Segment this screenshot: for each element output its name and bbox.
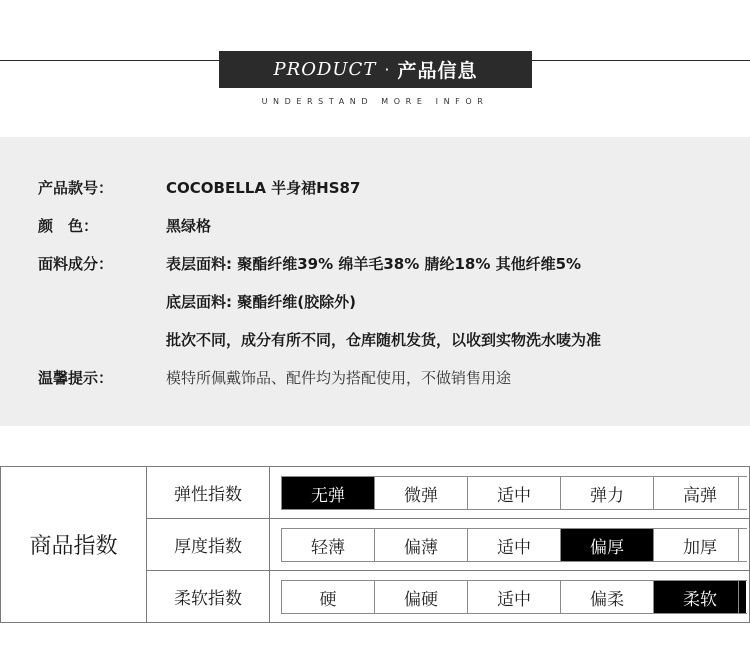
index-option-selected: 柔软	[653, 581, 746, 613]
section-title-en: PRODUCT	[273, 59, 377, 80]
index-option: 加厚	[653, 529, 746, 561]
index-option: 偏硬	[374, 581, 467, 613]
options-end-divider	[738, 476, 739, 510]
tip-label: 温馨提示：	[38, 368, 114, 387]
index-row-label: 厚度指数	[147, 519, 270, 570]
index-options	[281, 476, 747, 510]
info-row-color	[0, 213, 750, 237]
info-row-fabric	[0, 251, 750, 275]
index-option-selected: 无弹	[281, 477, 374, 509]
index-row-softness	[147, 571, 749, 622]
product-index-table	[0, 466, 750, 623]
index-option: 偏薄	[374, 529, 467, 561]
index-option-selected: 偏厚	[560, 529, 653, 561]
color-value: 黑绿格	[166, 216, 212, 235]
style-no-value: COCOBELLA 半身裙HS87	[166, 178, 361, 197]
index-row-elasticity	[147, 467, 749, 519]
index-title: 商品指数	[1, 467, 147, 622]
section-subtitle: UNDERSTAND MORE INFOR	[261, 97, 489, 106]
index-row-label: 弹性指数	[147, 467, 270, 518]
info-row-fabric-note	[0, 327, 750, 351]
index-option: 微弹	[374, 477, 467, 509]
index-option: 适中	[467, 477, 560, 509]
index-option: 轻薄	[281, 529, 374, 561]
options-end-divider	[738, 580, 739, 614]
info-row-style-no	[0, 175, 750, 199]
index-option: 适中	[467, 581, 560, 613]
index-options	[281, 580, 747, 614]
product-info-panel	[0, 137, 750, 426]
index-option: 适中	[467, 529, 560, 561]
index-option: 高弹	[653, 477, 746, 509]
fabric-outer-value: 表层面料: 聚酯纤维39% 绵羊毛38% 腈纶18% 其他纤维5%	[166, 254, 582, 273]
options-end-divider	[738, 528, 739, 562]
fabric-note-value: 批次不同，成分有所不同，仓库随机发货，以收到实物洗水唛为准	[166, 330, 602, 349]
section-title-separator: ·	[384, 60, 390, 79]
tip-value: 模特所佩戴饰品、配件均为搭配使用，不做销售用途	[166, 368, 512, 387]
index-option: 偏柔	[560, 581, 653, 613]
fabric-label: 面料成分：	[38, 254, 114, 273]
style-no-label: 产品款号：	[38, 178, 114, 197]
info-row-tip	[0, 365, 750, 389]
index-row-label: 柔软指数	[147, 571, 270, 622]
section-title-cn: 产品信息	[397, 60, 478, 82]
section-title-banner	[219, 51, 532, 88]
fabric-lining-value: 底层面料: 聚酯纤维(胶除外)	[166, 292, 356, 311]
index-option: 弹力	[560, 477, 653, 509]
index-options	[281, 528, 747, 562]
color-label: 颜 色：	[38, 216, 99, 235]
info-row-fabric-lining	[0, 289, 750, 313]
index-row-thickness	[147, 519, 749, 571]
index-option: 硬	[281, 581, 374, 613]
